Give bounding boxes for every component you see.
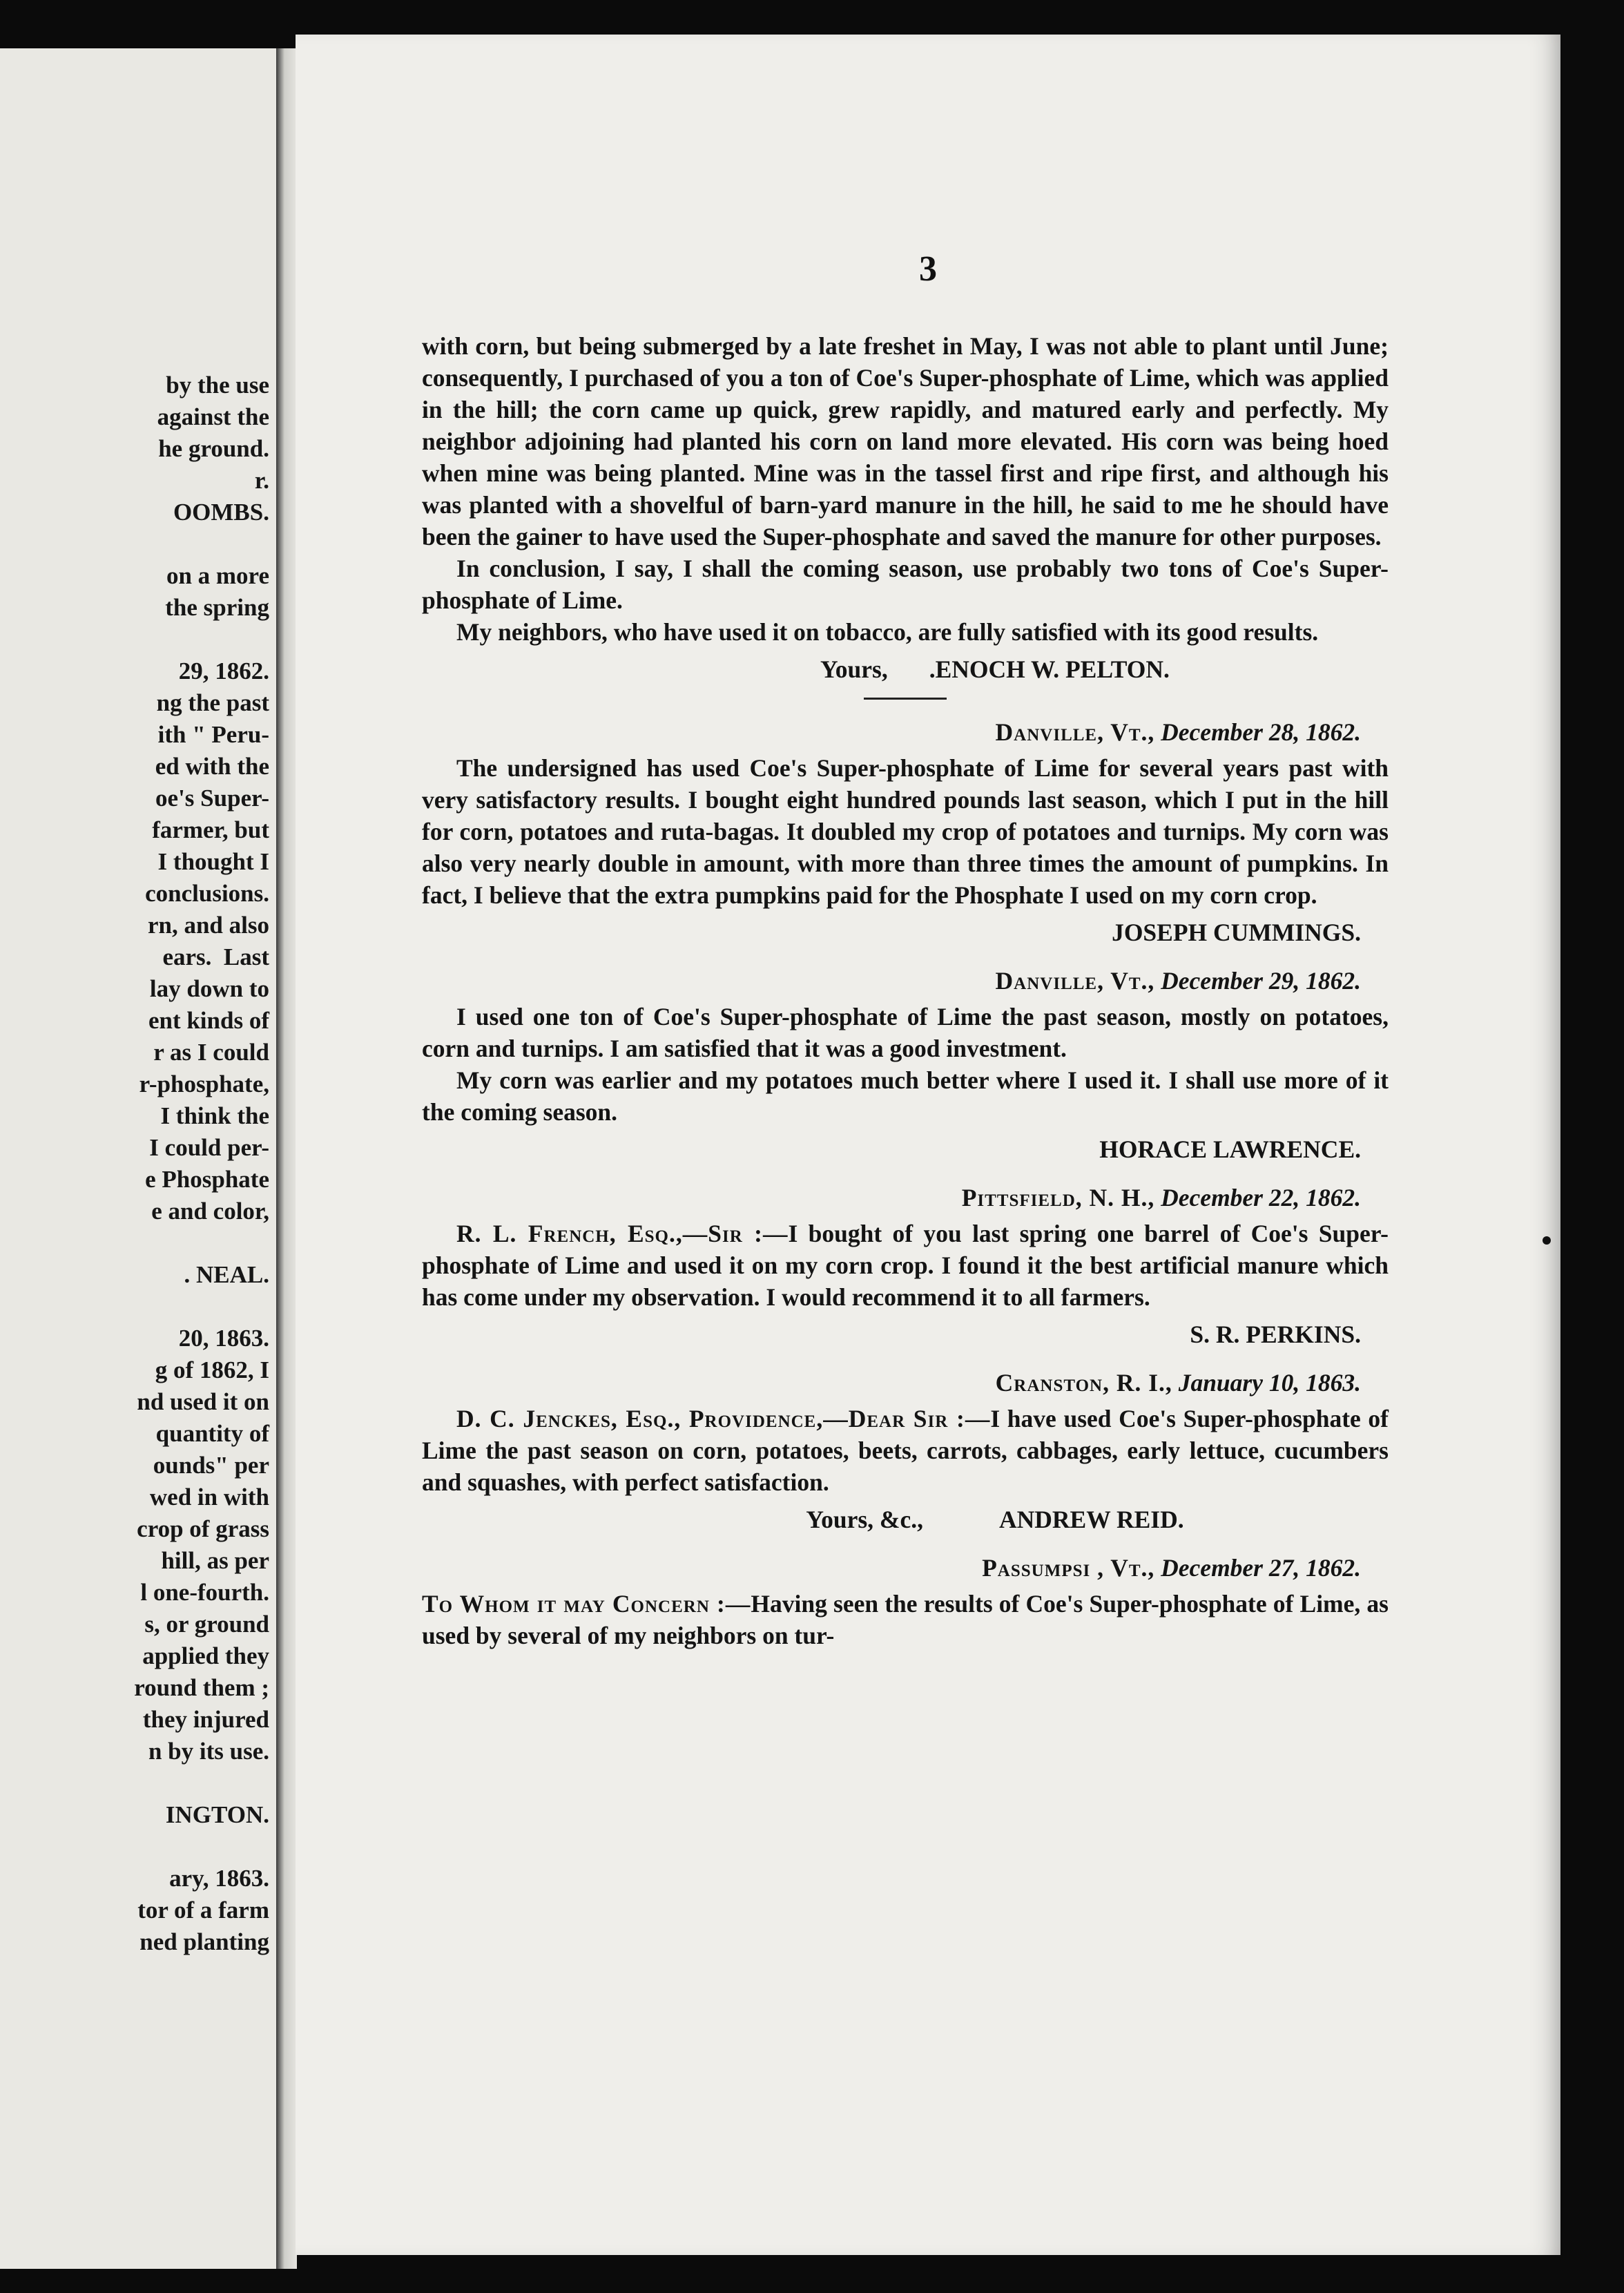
previous-page-line: ng the past (156, 689, 269, 716)
letter-salutation: To Whom it may Concern :— (422, 1590, 751, 1618)
signature: ANDREW REID. (999, 1506, 1184, 1533)
previous-page-line: the spring (165, 594, 269, 621)
previous-page-line: e Phosphate (145, 1166, 269, 1193)
letter-place: Pittsfield, N. H., (961, 1184, 1155, 1211)
letter-place: Passumpsi , Vt., (982, 1554, 1155, 1582)
letter-date: January 10, 1863. (1178, 1369, 1361, 1397)
previous-page-line (7, 624, 269, 655)
previous-page-line: lay down to (149, 975, 269, 1002)
previous-page-line: I thought I (157, 848, 269, 875)
neighbors-paragraph: My neighbors, who have used it on tobacco, are fully satisfied with its good results. (456, 618, 1319, 646)
previous-page-line: 29, 1862. (178, 658, 269, 684)
previous-page-line: r-phosphate, (139, 1071, 269, 1097)
letter-paragraph (422, 1588, 1389, 1651)
previous-page-line: oe's Super- (155, 785, 269, 812)
previous-page-line: he ground. (158, 435, 269, 462)
letter-salutation: R. L. French, Esq.,—Sir :— (456, 1220, 789, 1247)
previous-page-line: ears. Last (162, 943, 269, 970)
previous-page-line: . NEAL. (184, 1261, 269, 1288)
page-body (422, 330, 1389, 1651)
letter-body: Having seen the results of Coe's Super-phosphate of Lime, as used by several of my neighbors on tur- (422, 1590, 1389, 1649)
previous-page-line: conclusions. (145, 880, 269, 907)
ink-speck (1543, 1236, 1551, 1245)
previous-page-line: hill, as per (161, 1547, 269, 1574)
page-number: 3 (919, 249, 937, 289)
signature: JOSEPH CUMMINGS. (1112, 919, 1361, 946)
previous-page-line (7, 1831, 269, 1863)
previous-page-line: tor of a farm (137, 1897, 269, 1923)
previous-page-line: ary, 1863. (169, 1865, 269, 1892)
letter-signature-line (422, 917, 1389, 948)
letter-signature-line (422, 1504, 1389, 1535)
previous-page-line: I could per- (149, 1134, 269, 1161)
letter-paragraph: My corn was earlier and my potatoes much better where I used it. I shall use more of it the coming season. (422, 1066, 1389, 1126)
signature: S. R. PERKINS. (1190, 1321, 1361, 1348)
closing: Yours, &c., (806, 1506, 923, 1533)
previous-page-line (7, 1227, 269, 1259)
letter-place: Danville, Vt., (995, 718, 1155, 746)
previous-page-line: wed in with (149, 1484, 269, 1510)
previous-page-line: on a more (166, 562, 269, 589)
previous-page-line: 20, 1863. (178, 1325, 269, 1352)
previous-page-line: l one-fourth. (140, 1579, 269, 1606)
previous-page-line (7, 1291, 269, 1323)
letter-dateline (422, 1552, 1389, 1584)
previous-page-line: nd used it on (137, 1388, 269, 1415)
letter-body: I bought of you last spring one barrel of Coe's Super-phosphate of Lime and used it on my corn crop. I found it the best artificial manure which has come under my observation. I would recommend it to all farmers. (422, 1220, 1389, 1311)
previous-page-line: g of 1862, I (155, 1356, 269, 1383)
previous-page (0, 48, 278, 2269)
letter-paragraph (422, 1403, 1389, 1498)
pelton-signature-line (422, 653, 1389, 685)
previous-page-line: r as I could (153, 1039, 269, 1066)
previous-page-line (7, 1767, 269, 1799)
letter-signature-line (422, 1133, 1389, 1165)
divider (864, 698, 947, 700)
letter-salutation: D. C. Jenckes, Esq., Providence,—Dear Sir :— (456, 1405, 991, 1432)
signature: .ENOCH W. PELTON. (929, 655, 1170, 683)
previous-page-line: rn, and also (147, 912, 269, 939)
previous-page-line (7, 528, 269, 560)
letter-date: December 28, 1862. (1161, 718, 1361, 746)
letter-dateline (422, 1182, 1389, 1213)
letter-dateline (422, 716, 1389, 748)
conclusion-paragraph: In conclusion, I say, I shall the coming season, use probably two tons of Coe's Super-phosphate of Lime. (422, 555, 1389, 614)
previous-page-line: I think the (160, 1102, 269, 1129)
document-page (296, 35, 1560, 2255)
previous-page-line: round them ; (134, 1674, 269, 1701)
previous-page-line: farmer, but (152, 816, 269, 843)
signature: HORACE LAWRENCE. (1099, 1135, 1361, 1163)
previous-page-line: applied they (142, 1642, 269, 1669)
letter-place: Danville, Vt., (995, 967, 1155, 995)
previous-page-line: n by its use. (148, 1738, 269, 1765)
previous-page-line: ith " Peru- (157, 721, 269, 748)
letter-date: December 22, 1862. (1161, 1184, 1361, 1211)
previous-page-text (7, 370, 269, 1958)
previous-page-line: they injured (142, 1706, 269, 1733)
letter-paragraph (422, 1218, 1389, 1313)
letter-dateline (422, 1367, 1389, 1399)
previous-page-line: crop of grass (137, 1515, 269, 1542)
letter-date: December 29, 1862. (1161, 967, 1361, 995)
letter-date: December 27, 1862. (1161, 1554, 1361, 1582)
letter-place: Cranston, R. I., (995, 1369, 1172, 1397)
previous-page-line: e and color, (151, 1198, 269, 1225)
letter-signature-line (422, 1318, 1389, 1350)
previous-page-line: ed with the (155, 753, 269, 780)
previous-page-line: ent kinds of (148, 1007, 269, 1034)
letter-body: I have used Coe's Super-phosphate of Lime the past season on corn, potatoes, beets, carrots, cabbages, early lettuce, cucumbers and squashes, with perfect satisfaction. (422, 1405, 1389, 1496)
letter-paragraph: The undersigned has used Coe's Super-phosphate of Lime for several years past with very satisfactory results. I bought eight hundred pounds last season, which I put in the hill for corn, potatoes and ruta-bagas. It doubled my crop of potatoes and turnips. My corn was also very nearly double in amount, with more than three times the amount of pumpkins. In fact, I believe that the extra pumpkins paid for the Phosphate I used on my corn crop. (422, 754, 1389, 909)
previous-page-line: ned planting (139, 1928, 269, 1955)
closing: Yours, (820, 655, 888, 683)
previous-page-line: ounds" per (153, 1452, 269, 1479)
previous-page-line: s, or ground (144, 1611, 269, 1638)
previous-page-line: r. (254, 467, 269, 494)
opening-paragraph: with corn, but being submerged by a late freshet in May, I was not able to plant until June; consequently, I purchased of you a ton of Coe's Super-phosphate of Lime, which was applied in the hill; the corn came up quick, grew rapidly, and matured early and perfectly. My neighbor adjoining had planted his corn on land more elevated. His corn was being hoed when mine was being planted. Mine was in the tassel first and ripe first, and although his was planted with a shovelful of barn-yard manure in the hill, he said to me he should have been the gainer to have used the Super-phosphate and saved the manure for other purposes. (422, 332, 1389, 550)
previous-page-line: quantity of (155, 1420, 269, 1447)
previous-page-line: by the use (166, 372, 269, 399)
previous-page-line: INGTON. (165, 1801, 269, 1828)
previous-page-line: OOMBS. (173, 499, 269, 526)
letter-paragraph: I used one ton of Coe's Super-phosphate of Lime the past season, mostly on potatoes, corn and turnips. I am satisfied that it was a good investment. (422, 1003, 1389, 1062)
book-gutter (276, 48, 297, 2269)
previous-page-line: against the (157, 403, 269, 430)
letter-dateline (422, 965, 1389, 997)
